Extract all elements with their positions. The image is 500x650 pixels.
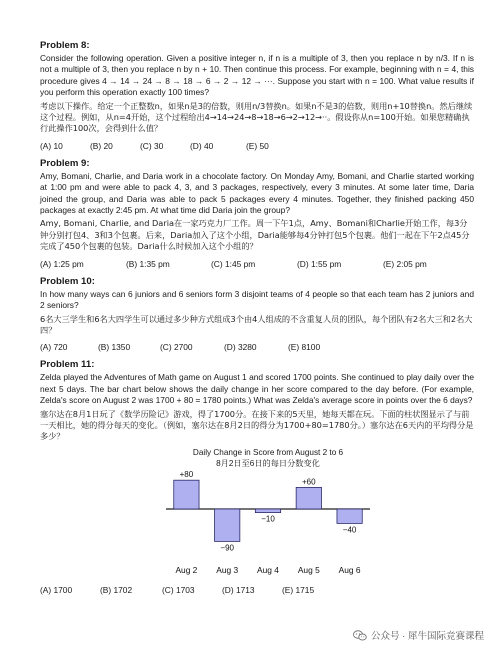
choice-b[interactable]: (B) 1350	[98, 342, 131, 353]
choice-e[interactable]: (E) 2:05 pm	[383, 258, 427, 269]
choice-c[interactable]: (C) 2700	[160, 342, 193, 353]
category-label: Aug 2	[175, 564, 198, 575]
problem-11	[40, 359, 474, 594]
bar-value-label: −90	[220, 543, 234, 553]
problem-text-zh: Amy, Bomani, Charlie, and Daria在一家巧克力厂工作。周一下午1点，Amy、Bomani和Charlie开始工作，每3分钟分别打包4、3和3个包裹。后来，Daria加入了这个小组，Daria能够每4分钟打包5个包裹。他们一起在下午2点45分完成了450个包裹的包装。Daria什么时候加入这个小组的？	[40, 218, 470, 252]
bar-aug-4	[255, 509, 280, 513]
bar-aug-3	[215, 509, 240, 541]
choice-b[interactable]: (B) 1:35 pm	[126, 258, 170, 269]
choice-c[interactable]: (C) 30	[140, 140, 164, 151]
problem-10	[40, 276, 474, 353]
category-label: Aug 5	[297, 564, 320, 575]
choice-e[interactable]: (E) 8100	[288, 342, 321, 353]
bar-value-label: −10	[261, 514, 275, 524]
answer-choices	[40, 585, 474, 595]
choice-e[interactable]: (E) 1715	[282, 584, 315, 595]
category-label: Aug 3	[216, 564, 239, 575]
score-change-chart	[158, 447, 378, 579]
bar-value-label: +60	[302, 477, 316, 487]
choice-b[interactable]: (B) 1702	[100, 584, 133, 595]
choice-b[interactable]: (B) 20	[90, 140, 113, 151]
problem-text-zh: 考虑以下操作。给定一个正整数n，如果n是3的倍数，则用n/3替换n。如果n不是3的倍数，则用n+10替换n。然后继续这个过程。例如，从n=4开始，这个过程给出4→14→24→8→18→6→2→12→··。假设你从n=100开始。如果您精确执行此操作100次，会得到什么值？	[40, 100, 473, 134]
problem-title: Problem 11:	[40, 359, 95, 371]
problem-text-en: In how many ways can 6 juniors and 6 seniors form 3 disjoint teams of 4 people so that each team has 2 juniors and 2 seniors?	[40, 288, 474, 311]
choice-c[interactable]: (C) 1703	[162, 584, 195, 595]
bar-aug-6	[337, 509, 362, 523]
problem-text-zh: 塞尔达在8月1日玩了《数学历险记》游戏，得了1700分。在接下来的5天里，她每天都在玩。下面的柱状图显示了与前一天相比，她的得分每天的变化。（例如，塞尔达在8月2日的得分为1700+80=1780分。）塞尔达在6天内的平均得分是多少？	[40, 408, 474, 442]
chart-subtitle: 8月2日至6日的每日分数变化	[216, 458, 320, 468]
bar-value-label: +80	[179, 469, 194, 479]
choice-d[interactable]: (D) 3280	[224, 342, 257, 353]
bar-chart-svg	[158, 469, 378, 577]
choice-d[interactable]: (D) 1:55 pm	[297, 258, 342, 269]
answer-choices	[40, 259, 474, 269]
choice-a[interactable]: (A) 720	[40, 342, 68, 353]
problem-text-zh: 6名大三学生和6名大四学生可以通过多少种方式组成3个由4人组成的不含重复人员的团队，每个团队有2名大三和2名大四？	[40, 313, 473, 335]
bar-aug-2	[174, 480, 199, 509]
problem-text-en: Consider the following operation. Given a positive integer n, if n is a multiple of 3, then you replace n by n/3. If n is not a multiple of 3, then you replace n by n + 10. Then continue this process. For example, beginning with n = 4, this procedure gives 4 → 14 → 24 → 8 → 18 → 6 → 2 → 12 → ···. Suppose you start with n = 100. What value results if you perform this operation exactly 100 times?	[40, 53, 474, 98]
category-label: Aug 4	[257, 564, 279, 575]
problem-9	[40, 158, 474, 269]
choice-d[interactable]: (D) 40	[190, 140, 214, 151]
category-label: Aug 6	[338, 564, 361, 575]
choice-d[interactable]: (D) 1713	[222, 584, 255, 595]
watermark	[349, 626, 488, 644]
problem-title: Problem 9:	[40, 157, 90, 169]
watermark-text: 公众号 · 犀牛国际竞赛课程	[371, 631, 484, 642]
bar-value-label: −40	[342, 525, 357, 535]
problem-title: Problem 10:	[40, 275, 95, 287]
answer-choices	[40, 342, 474, 352]
problem-title: Problem 8:	[40, 40, 90, 51]
problem-8	[40, 40, 474, 151]
choice-a[interactable]: (A) 10	[40, 140, 63, 151]
bar-aug-5	[296, 487, 321, 509]
answer-choices	[40, 141, 474, 151]
choice-c[interactable]: (C) 1:45 pm	[211, 258, 256, 269]
problem-text-en: Zelda played the Adventures of Math game on August 1 and scored 1700 points. She continued to play daily over the next 5 days. The bar chart below shows the daily change in her score compared to the day before. (For example, Zelda's score on August 2 was 1700 + 80 = 1780 points.) What was Zelda's average score in points over the 6 days?	[40, 372, 474, 406]
choice-a[interactable]: (A) 1:25 pm	[40, 258, 84, 269]
wechat-icon	[353, 630, 367, 641]
problem-text-en: Amy, Bomani, Charlie, and Daria work in a chocolate factory. On Monday Amy, Bomani, and Charlie started working at 1:00 pm and were able to pack 4, 3, and 3 packages, respectively, every 3 minutes. At some later time, Daria joined the group, and Daria was able to pack 5 packages every 4 minutes. Together, they finished packing 450 packages at exactly 2:45 pm. At what time did Daria join the group?	[40, 170, 474, 216]
chart-title: Daily Change in Score from August 2 to 6	[192, 447, 344, 457]
choice-a[interactable]: (A) 1700	[40, 584, 73, 595]
choice-e[interactable]: (E) 50	[246, 140, 269, 151]
